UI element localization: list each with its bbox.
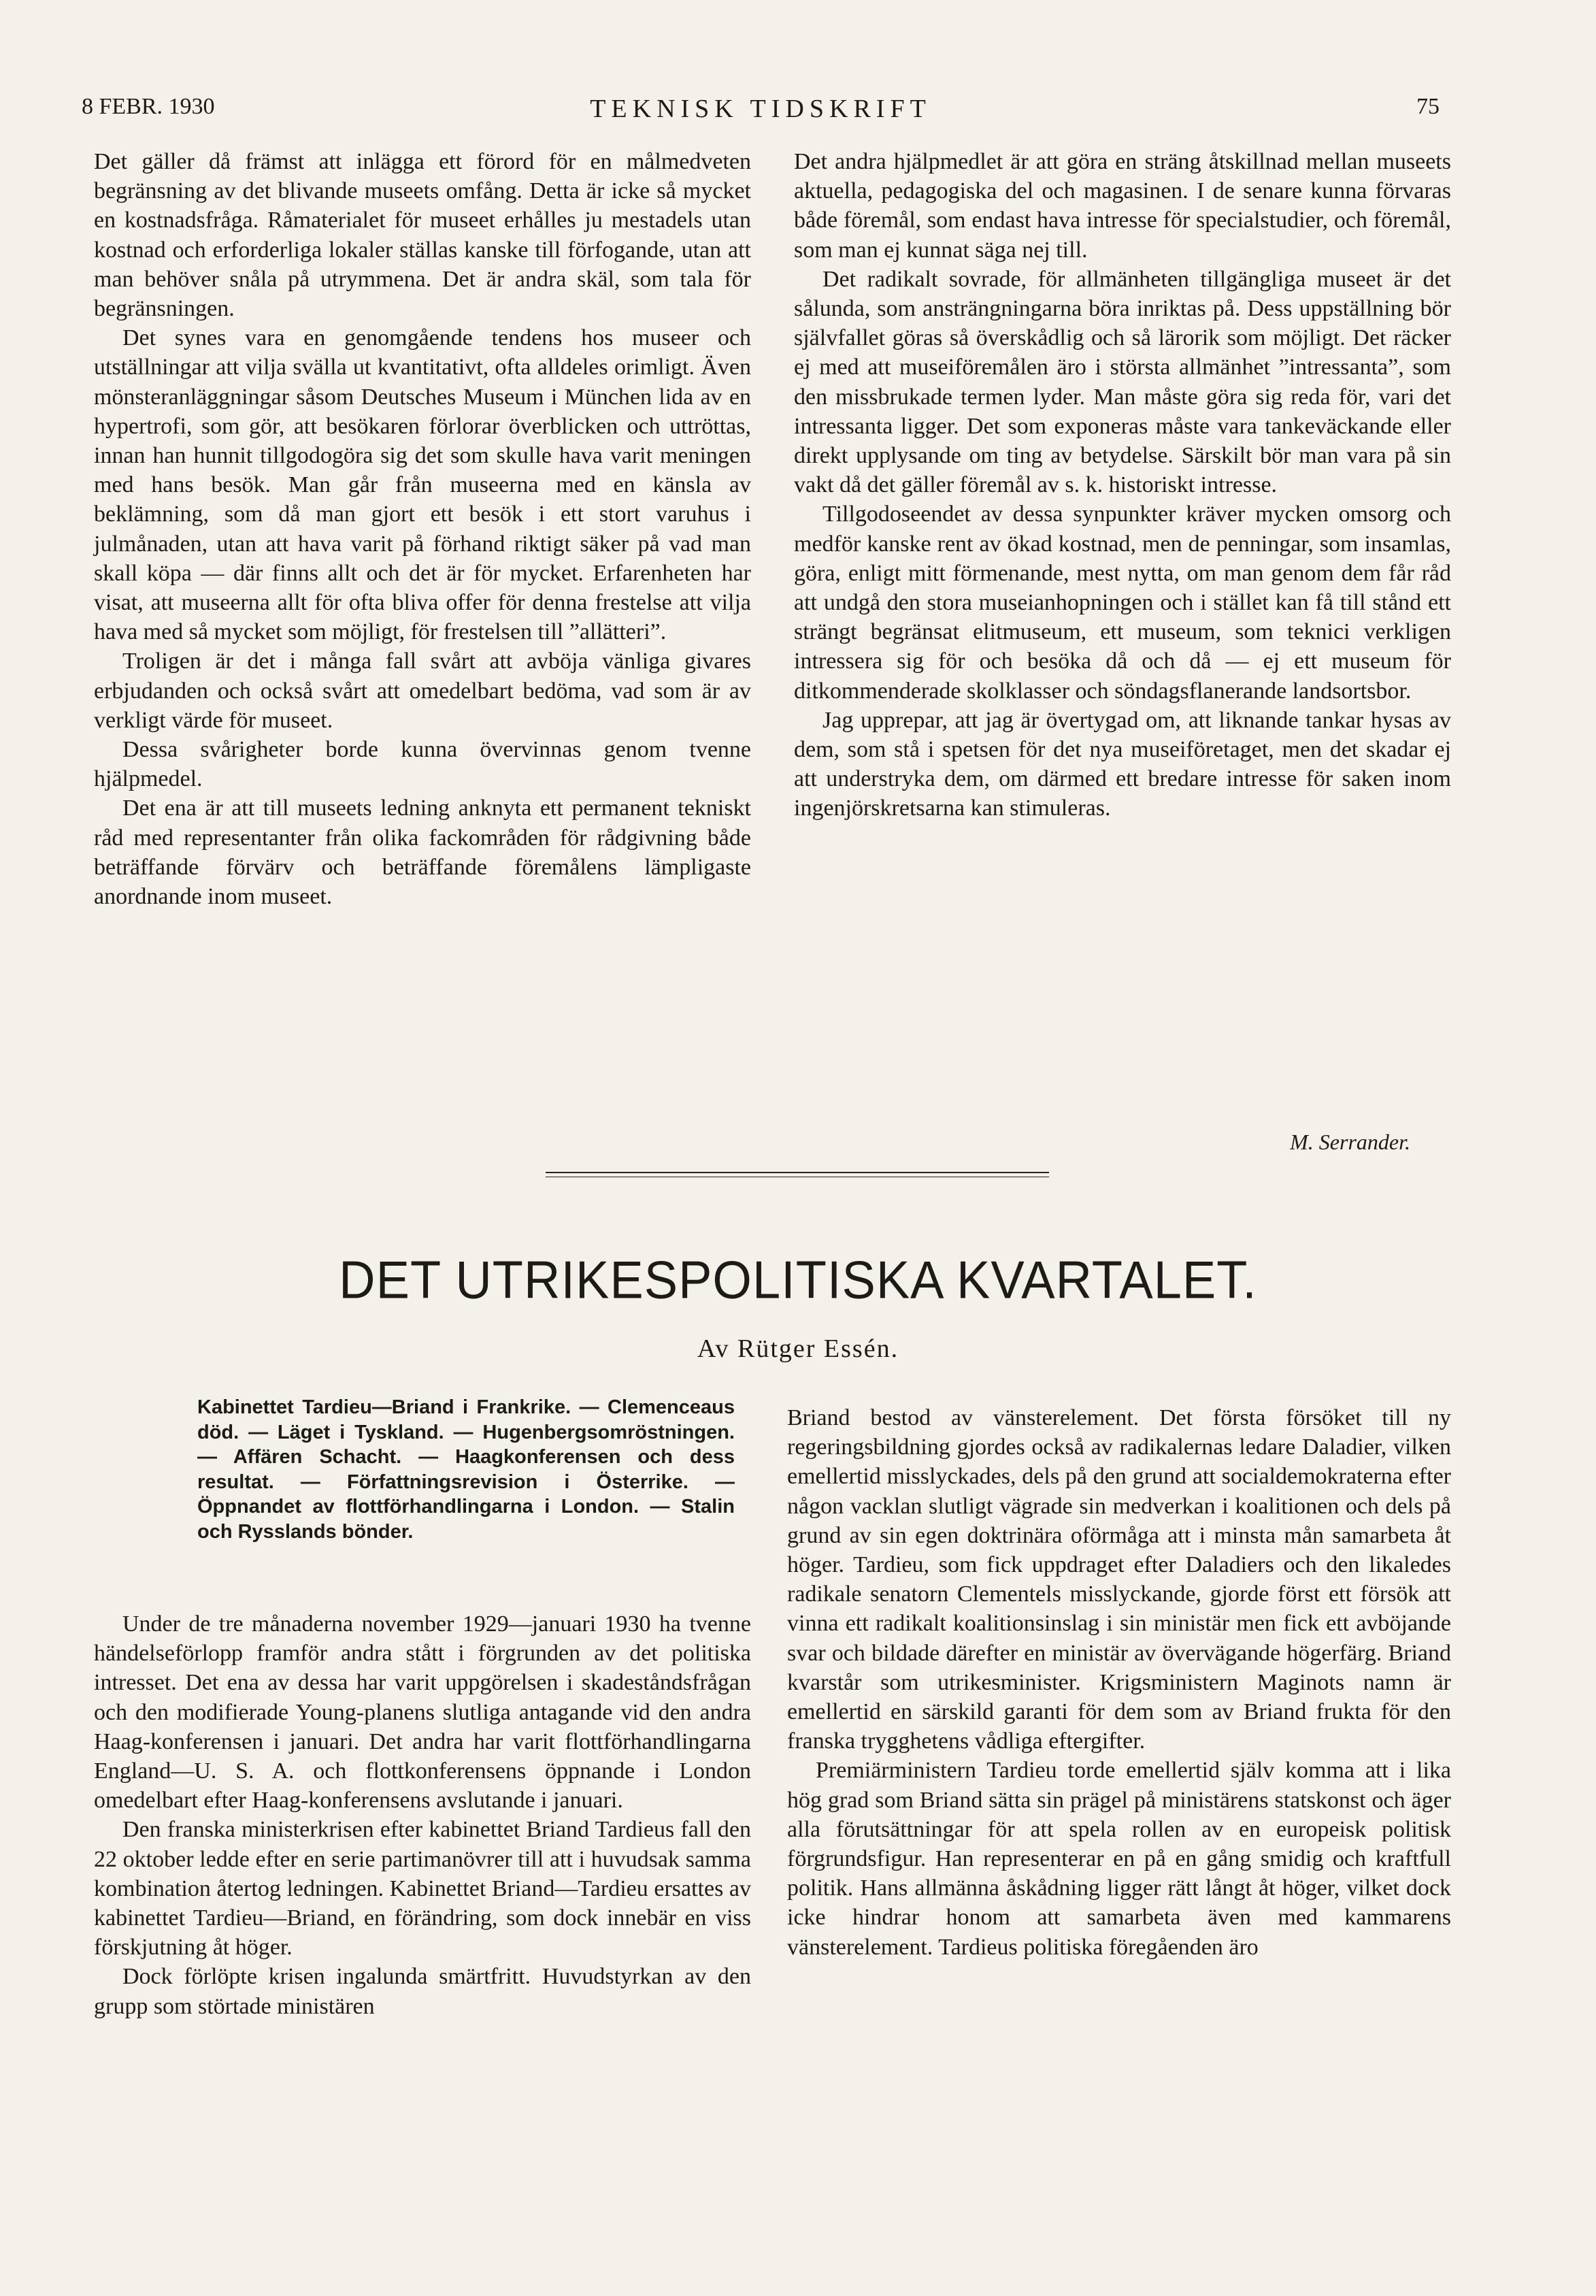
paragraph: Det gäller då främst att inlägga ett förord för en målmedveten begränsning av det blivande museets omfång. Detta är icke så mycket en kostnadsfråga. Råmaterialet för museet erhålles ju mestadels utan kostnad och erforderliga lokaler ställas kanske till förfogande, utan att man behöver snåla på utrymmena. Det är andra skäl, som tala för begränsningen. [94, 149, 751, 322]
paragraph: Jag upprepar, att jag är övertygad om, att liknande tankar hysas av dem, som stå i spetsen för det nya museiföretaget, men det skadar ej att understryka dem, om därmed ett bredare intresse för saken inom ingenjörskretsarna kan stimuleras. [794, 707, 1451, 821]
paragraph: Det andra hjälpmedlet är att göra en sträng åtskillnad mellan museets aktuella, pedagogiska del och magasinen. I de senare kunna förvaras både föremål, som endast hava intresse för specialstudier, och föremål, som man ej kunnat säga nej till. [794, 149, 1451, 263]
paragraph: Premiärministern Tardieu torde emellertid själv komma att i lika hög grad som Briand sätta sin prägel på ministärens statskonst och äger alla förutsättningar för att spela rollen av en europeisk politisk förgrundsfigur. Han representerar en på en gång smidig och kraftfull politik. Hans allmänna åskådning ligger rätt långt åt höger, vilket dock icke hindrar honom att samarbeta även med kammarens vänsterelement. Tardieus politiska föregåenden äro [787, 1758, 1451, 1960]
column-top-right [794, 147, 1451, 823]
paragraph: Det radikalt sovrade, för allmänheten tillgängliga museet är det sålunda, som ansträngningarna böra inriktas på. Dess uppställning bör självfallet göras så överskådlig och så lärorik som möjligt. Det räcker ej med att museiföremålen äro i största allmänhet ”intressanta”, som den missbrukade termen lyder. Man måste göra sig reda för, vari det intressanta ligger. Det som exponeras måste vara tankeväckande eller direkt upplysande om ting av betydelse. Särskilt bör man vara på sin vakt då det gäller föremål av s. k. historiskt intresse. [794, 266, 1451, 498]
paragraph: Det ena är att till museets ledning anknyta ett permanent tekniskt råd med representanter från olika fackområden för rådgivning både beträffande förvärv och beträffande föremålens lämpligaste anordnande inom museet. [94, 796, 751, 910]
issue-date: 8 FEBR. 1930 [82, 94, 215, 119]
section-divider [546, 1172, 1049, 1175]
article-summary: Kabinettet Tardieu—Briand i Frankrike. — Clemenceaus död. — Läget i Tyskland. — Hugenbergsomröstningen. — Affären Schacht. — Haagkonferensen och dess resultat. — Författningsrevision i Österrike. — Öppnandet av flottförhandlingarna i London. — Stalin och Rysslands bönder. [197, 1396, 735, 1543]
author-signature: M. Serrander. [1290, 1130, 1410, 1154]
paragraph: Dessa svårigheter borde kunna övervinnas genom tvenne hjälpmedel. [94, 737, 751, 792]
paragraph: Dock förlöpte krisen ingalunda smärtfritt. Huvudstyrkan av den grupp som störtade ministären [94, 1964, 751, 2019]
column-top-left [94, 147, 751, 911]
paragraph: Troligen är det i många fall svårt att avböja vänliga givares erbjudanden och också svårt att omedelbart bedöma, vad som är av verkligt värde för museet. [94, 649, 751, 733]
paragraph: Under de tre månaderna november 1929—januari 1930 ha tvenne händelseförlopp framför andra stått i förgrunden av det politiska intresset. Det ena av dessa har varit uppgörelsen i skadeståndsfrågan och den modifierade Young-planens slutliga antagande vid den andra Haag-konferensen i januari. Det andra har varit flottförhandlingarna England—U. S. A. och flottkonferensens öppnande i London omedelbart efter Haag-konferensens avslutande i januari. [94, 1611, 751, 1814]
paragraph: Den franska ministerkrisen efter kabinettet Briand Tardieus fall den 22 oktober ledde efter en serie partimanövrer till att i huvudsak samma kombination återtog ledningen. Kabinettet Briand—Tardieu ersattes av kabinettet Tardieu—Briand, en förändring, som dock innebär en viss förskjutning åt höger. [94, 1817, 751, 1961]
running-header [82, 94, 1440, 128]
paragraph: Tillgodoseendet av dessa synpunkter kräver mycken omsorg och medför kanske rent av ökad kostnad, men de penningar, som insamlas, göra, enligt mitt förmenande, mest nytta, om man genom dem får råd att undgå den stora museianhopningen och i stället kan få till stånd ett strängt begränsat elitmuseum, ett museum, som teknici verkligen intressera sig för och besöka då och då — ej ett museum för ditkommenderade skolklasser och söndagsflanerande landsortsbor. [794, 502, 1451, 704]
article-title: DET UTRIKESPOLITISKA KVARTALET. [339, 1249, 1257, 1310]
page-number: 75 [1416, 94, 1440, 119]
column-bottom-left [94, 1609, 751, 2021]
article-byline: Av Rütger Essén. [697, 1334, 899, 1363]
column-bottom-right [787, 1403, 1451, 1962]
paragraph: Det synes vara en genomgående tendens hos museer och utställningar att vilja svälla ut kvantitativt, ofta alldeles orimligt. Även mönsteranläggningar såsom Deutsches Museum i München lida av en hypertrofi, som gör, att besökaren förlorar överblicken och uttröttas, innan han hunnit tillgodogöra sig det som skulle hava varit meningen med hans besök. Man går från museerna med en känsla av beklämning, som då man gjort ett besök i ett stort varuhus i julmånaden, utan att hava varit på förhand riktigt säker på vad man skall köpa — där finns allt och det är för mycket. Erfarenheten har visat, att museerna allt för ofta bliva offer för denna frestelse att vilja hava med så mycket som möjligt, för frestelsen till ”allätteri”. [94, 325, 751, 645]
journal-title: TEKNISK TIDSKRIFT [590, 95, 931, 123]
paragraph: Briand bestod av vänsterelement. Det första försöket till ny regeringsbildning gjordes också av radikalernas ledare Daladier, vilken emellertid misslyckades, dels på den grund att socialdemokraterna efter någon vacklan slutligt vägrade sin medverkan i koalitionen och dels på grund av sin egen doktrinära oförmåga att i minsta mån samarbeta åt höger. Tardieu, som fick uppdraget efter Daladiers och den likaledes radikale senatorn Clementels misslyckande, gjorde först ett försök att vinna ett radikalt koalitionsinslag i sin ministär men fick ett avböjande svar och bildade därefter en ministär av övervägande högerfärg. Briand kvarstår som utrikesminister. Krigsministern Maginots namn är emellertid en särskild garanti för dem som av Briand frukta för den franska trygghetens vådliga eftergifter. [787, 1405, 1451, 1754]
